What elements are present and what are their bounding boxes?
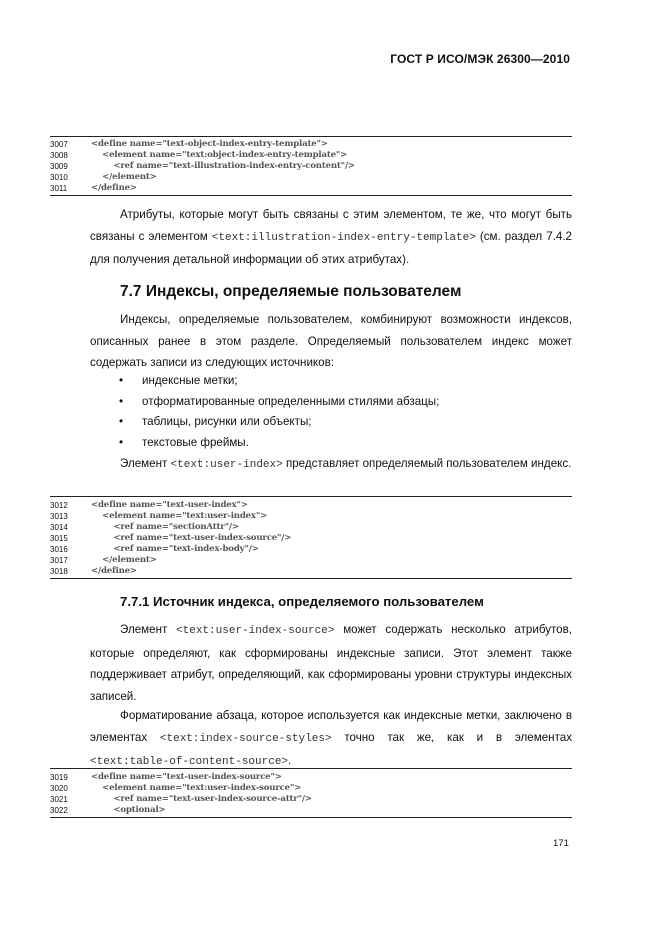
line-number: 3021 bbox=[50, 795, 68, 804]
inline-code: <text:table-of-content-source> bbox=[90, 756, 289, 768]
line-number: 3014 bbox=[50, 523, 68, 532]
code-text: </element> bbox=[91, 555, 157, 565]
code-text: <element name="text:user-index-source"> bbox=[91, 783, 302, 793]
subsection-heading: 7.7.1 Источник индекса, определяемого пользователем bbox=[120, 594, 484, 609]
code-line bbox=[50, 566, 572, 577]
code-line bbox=[50, 172, 572, 183]
code-text: <ref name="sectionAttr"/> bbox=[91, 522, 239, 532]
line-number: 3008 bbox=[50, 151, 68, 160]
list-item: • отформатированные определенными стилями абзацы; bbox=[119, 394, 440, 408]
code-text: <define name="text-user-index-source"> bbox=[91, 772, 282, 782]
code-block-2 bbox=[50, 496, 572, 579]
section-heading: 7.7 Индексы, определяемые пользователем bbox=[120, 283, 462, 300]
paragraph: Индексы, определяемые пользователем, комбинируют возможности индексов, описанных ранее в этом разделе. Определяемый пользователем индекс может содержать записи из следующих источников: bbox=[90, 313, 572, 369]
code-line bbox=[50, 161, 572, 172]
inline-code: <text:user-index-source> bbox=[176, 625, 335, 637]
code-text: <ref name="text-index-body"/> bbox=[91, 544, 259, 554]
code-line bbox=[50, 139, 572, 150]
line-number: 3010 bbox=[50, 173, 68, 182]
code-text: </define> bbox=[91, 183, 137, 193]
code-block-3 bbox=[50, 768, 572, 818]
paragraph: Атрибуты, которые могут быть связаны с этим элементом, те же, что могут быть связаны с элементом <text:illustration-index-entry-template> (см. раздел 7.4.2 для получения детальной информации об этих атрибутах). bbox=[90, 208, 572, 266]
code-line bbox=[50, 150, 572, 161]
line-number: 3007 bbox=[50, 140, 68, 149]
code-text: <ref name="text-illustration-index-entry-content"/> bbox=[91, 161, 355, 171]
code-text: </define> bbox=[91, 566, 137, 576]
line-number: 3018 bbox=[50, 567, 68, 576]
line-number: 3015 bbox=[50, 534, 68, 543]
inline-code: <text:index-source-styles> bbox=[159, 732, 332, 745]
code-line bbox=[50, 511, 572, 522]
code-line bbox=[50, 805, 572, 816]
page-header: ГОСТ Р ИСО/МЭК 26300—2010 bbox=[390, 52, 570, 66]
rule bbox=[50, 578, 572, 579]
paragraph: Элемент <text:user-index-source> может содержать несколько атрибутов, которые определяют, как сформированы индексные записи. Этот элемент также поддерживает атрибут, определяющий, как сформированы уровни структуры индексных записей. bbox=[90, 623, 573, 703]
line-number: 3020 bbox=[50, 784, 68, 793]
list-item: • индексные метки; bbox=[119, 374, 238, 387]
code-text: <element name="text:object-index-entry-template"> bbox=[91, 150, 348, 160]
line-number: 3017 bbox=[50, 556, 68, 565]
code-block-1 bbox=[50, 136, 572, 196]
line-number: 3016 bbox=[50, 545, 68, 554]
code-line bbox=[50, 183, 572, 194]
code-line bbox=[50, 555, 572, 566]
code-line bbox=[50, 500, 572, 511]
code-line bbox=[50, 544, 572, 555]
code-line bbox=[50, 772, 572, 783]
list-item: • таблицы, рисунки или объекты; bbox=[119, 415, 312, 428]
line-number: 3009 bbox=[50, 162, 68, 171]
line-number: 3012 bbox=[50, 501, 68, 510]
code-text: <ref name="text-user-index-source-attr"/> bbox=[91, 794, 312, 804]
bullet-list bbox=[90, 371, 572, 453]
line-number: 3019 bbox=[50, 773, 68, 782]
code-text: <ref name="text-user-index-source"/> bbox=[91, 533, 292, 543]
inline-code: <text:user-index> bbox=[170, 459, 283, 471]
code-text: <define name="text-user-index"> bbox=[91, 500, 248, 510]
code-text: <define name="text-object-index-entry-template"> bbox=[91, 139, 328, 149]
code-text: <element name="text:user-index"> bbox=[91, 511, 268, 521]
line-number: 3011 bbox=[50, 184, 68, 193]
line-number: 3013 bbox=[50, 512, 68, 521]
code-text: </element> bbox=[91, 172, 157, 182]
paragraph: Элемент <text:user-index> представляет определяемый пользователем индекс. bbox=[120, 457, 572, 471]
rule bbox=[50, 195, 572, 196]
paragraph: Форматирование абзаца, которое используется как индексные метки, заключено в элементах <text:index-source-styles> точно так же, как и в элементах <text:table-of-content-source>. bbox=[90, 709, 572, 768]
inline-code: <text:illustration-index-entry-template> bbox=[211, 231, 476, 244]
code-line bbox=[50, 783, 572, 794]
code-text: <optional> bbox=[91, 805, 166, 815]
page-number: 171 bbox=[553, 838, 569, 849]
list-item: • текстовые фреймы. bbox=[119, 435, 249, 449]
line-number: 3022 bbox=[50, 806, 68, 815]
code-line bbox=[50, 794, 572, 805]
rule bbox=[50, 817, 572, 818]
code-line bbox=[50, 522, 572, 533]
code-line bbox=[50, 533, 572, 544]
